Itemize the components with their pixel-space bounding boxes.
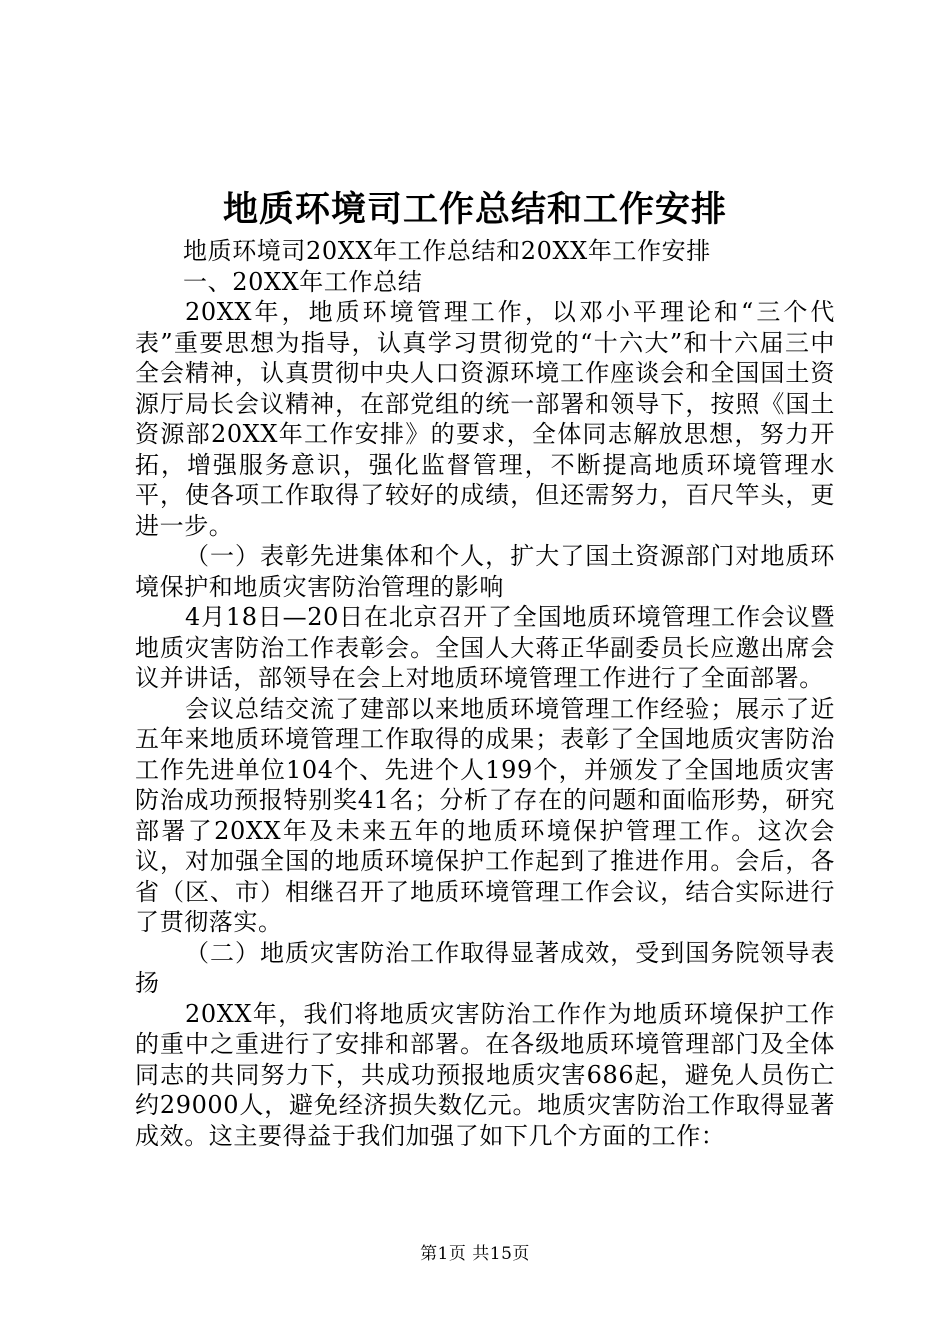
body-paragraph: 会议总结交流了建部以来地质环境管理工作经验；展示了近五年来地质环境管理工作取得的成果；表彰了全国地质灾害防治工作先进单位104个、先进个人199个，并颁发了全国地质灾害防治成功预报特别奖41名；分析了存在的问题和面临形势，研究部署了20XX年及未来五年的地质环境保护管理工作。这次会议，对加强全国的地质环境保护工作起到了推进作用。会后，各省（区、市）相继召开了地质环境管理工作会议，结合实际进行了贯彻落实。 [135, 694, 835, 936]
subsection-heading: （二）地质灾害防治工作取得显著成效，受到国务院领导表扬 [135, 938, 835, 997]
body-paragraph: 20XX年，我们将地质灾害防治工作作为地质环境保护工作的重中之重进行了安排和部署。在各级地质环境管理部门及全体同志的共同努力下，共成功预报地质灾害686起，避免人员伤亡约29000人，避免经济损失数亿元。地质灾害防治工作取得显著成效。这主要得益于我们加强了如下几个方面的工作： [135, 999, 835, 1150]
document-title: 地质环境司工作总结和工作安排 [222, 190, 727, 230]
section-heading: 一、20XX年工作总结 [183, 267, 423, 296]
subtitle-line: 地质环境司20XX年工作总结和20XX年工作安排 [183, 237, 711, 265]
body-paragraph: 20XX年，地质环境管理工作，以邓小平理论和“三个代表”重要思想为指导，认真学习贯彻党的“十六大”和十六届三中全会精神，认真贯彻中央人口资源环境工作座谈会和全国国土资源厅局长会议精神，在部党组的统一部署和领导下，按照《国土资源部20XX年工作安排》的要求，全体同志解放思想，努力开拓，增强服务意识，强化监督管理，不断提高地质环境管理水平，使各项工作取得了较好的成绩，但还需努力，百尺竿头，更进一步。 [135, 298, 835, 540]
page-footer: 第1页 共15页 [420, 1244, 530, 1264]
document-body [135, 236, 835, 1151]
body-paragraph: 4月18日—20日在北京召开了全国地质环境管理工作会议暨地质灾害防治工作表彰会。全国人大蒋正华副委员长应邀出席会议并讲话，部领导在会上对地质环境管理工作进行了全面部署。 [135, 603, 835, 692]
subsection-heading: （一）表彰先进集体和个人，扩大了国土资源部门对地质环境保护和地质灾害防治管理的影响 [135, 542, 835, 601]
